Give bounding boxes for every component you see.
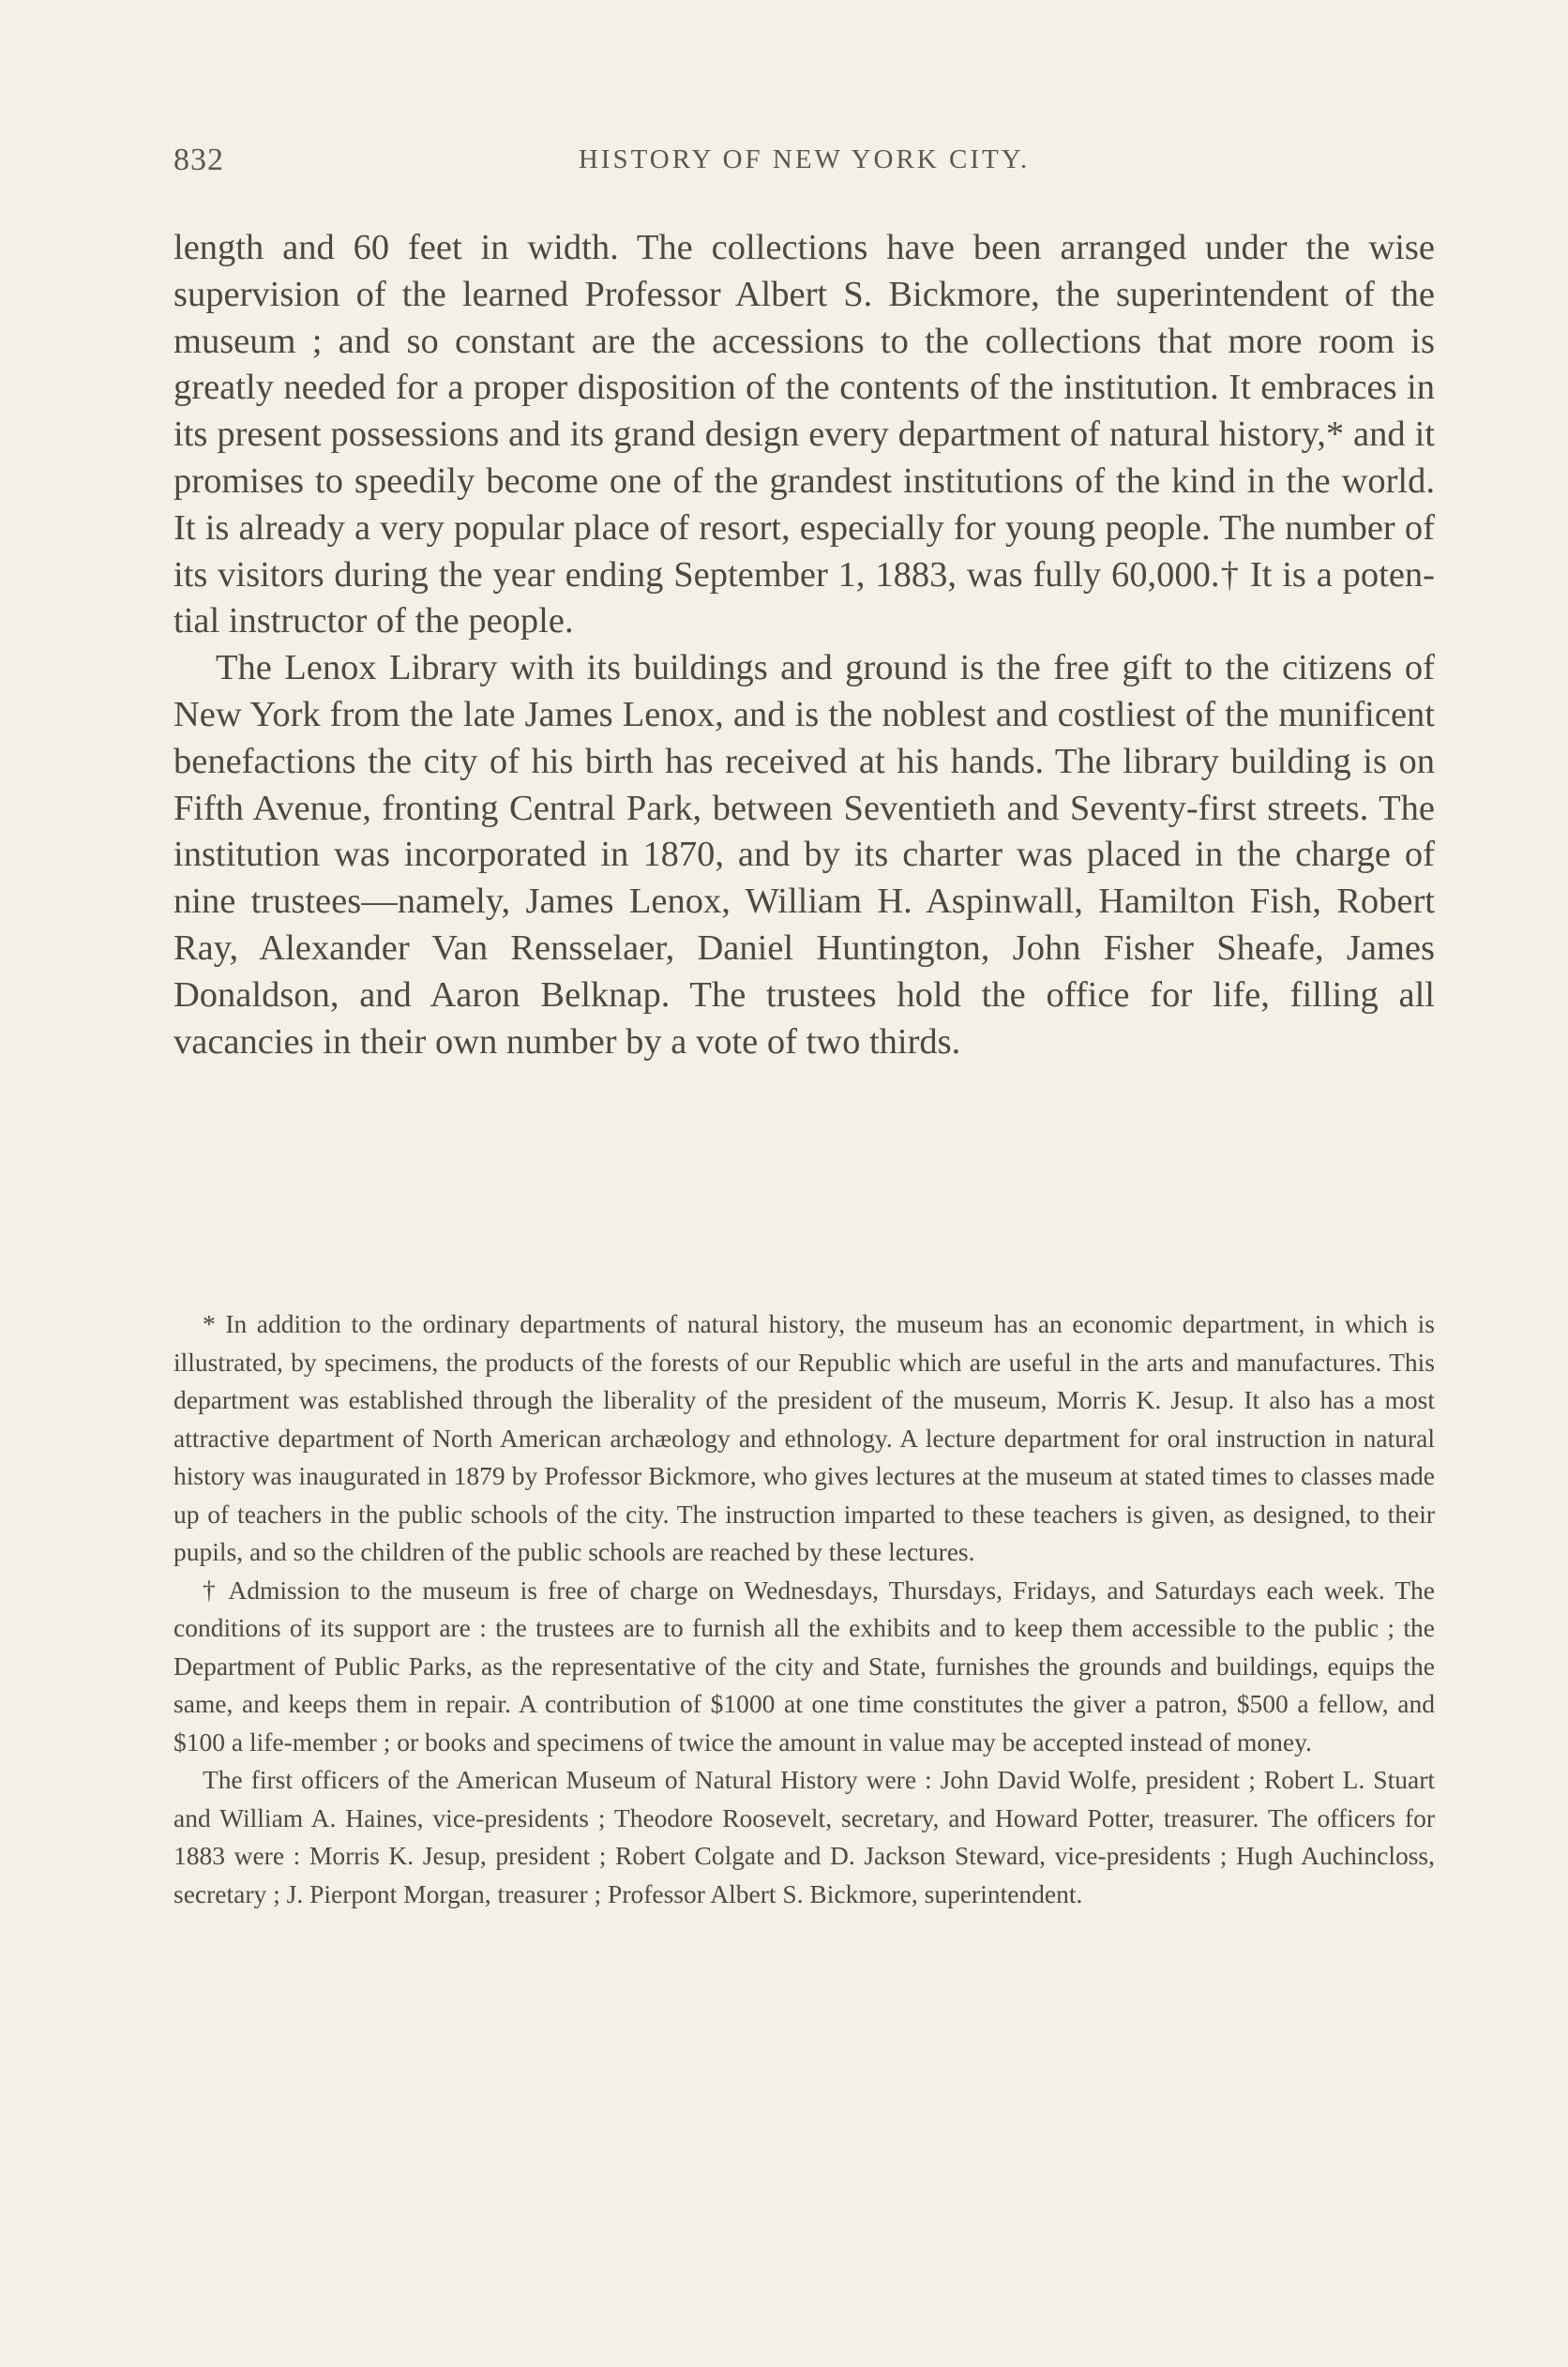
main-text <box>173 225 1435 1065</box>
body-paragraph: The Lenox Library with its buildings and ground is the free gift to the citizens of New York from the late James Lenox, and is the noblest and costliest of the munificent benefactions the city of his birth has received at his hands. The library building is on Fifth Avenue, fronting Central Park, between Seventieth and Seventy-first streets. The institution was incorporated in 1870, and by its charter was placed in the charge of nine trustees—namely, James Lenox, William H. Aspinwall, Hamilton Fish, Robert Ray, Alexander Van Rensselaer, Daniel Huntington, John Fisher Sheafe, James Donaldson, and Aaron Belknap. The trustees hold the office for life, filling all vacancies in their own number by a vote of two thirds. <box>173 648 1435 1062</box>
footnote-asterisk: * In addition to the ordinary departments of natural history, the museum has an economic department, in which is illustrated, by specimens, the products of the forests of our Republic which are useful in the arts and manufactures. This department was established through the liberality of the president of the museum, Morris K. Jesup. It also has a most attractive department of North American archæology and ethnology. A lecture department for oral instruction in natural history was inaugurated in 1879 by Professor Bickmore, who gives lectures at the museum at stated times to classes made up of teachers in the public schools of the city. The instruction imparted to these teachers is given, as designed, to their pupils, and so the children of the public schools are reached by these lectures. <box>173 1309 1435 1566</box>
body-paragraph: length and 60 feet in width. The collections have been arranged under the wise supervision of the learned Professor Albert S. Bickmore, the superintendent of the museum ; and so constant are the accessions to the collections that more room is greatly needed for a proper disposition of the contents of the institution. It embraces in its present possessions and its grand design every department of natural history,* and it promises to speedily become one of the grandest institutions of the kind in the world. It is already a very popular place of resort, especially for young people. The number of its visitors during the year ending September 1, 1883, was fully 60,000.† It is a potential instructor of the people. <box>173 228 1435 641</box>
footnotes <box>173 1305 1435 1913</box>
page-header <box>173 143 1435 188</box>
page-number: 832 <box>173 143 224 177</box>
footnote-dagger: † Admission to the museum is free of charge on Wednesdays, Thursdays, Fridays, and Saturdays each week. The conditions of its support are : the trustees are to furnish all the exhibits and to keep them accessible to the public ; the Department of Public Parks, as the representative of the city and State, furnishes the grounds and buildings, equips the same, and keeps them in repair. A contribution of $1000 at one time constitutes the giver a patron, $500 a fellow, and $100 a life-member ; or books and specimens of twice the amount in value may be accepted instead of money. <box>173 1575 1435 1756</box>
footnote-continuation: The first officers of the American Museum of Natural History were : John David Wolfe, president ; Robert L. Stuart and William A. Haines, vice-presidents ; Theodore Roosevelt, secretary, and Howard Potter, treasurer. The officers for 1883 were : Morris K. Jesup, president ; Robert Colgate and D. Jackson Steward, vice-presidents ; Hugh Auchincloss, secretary ; J. Pierpont Morgan, treasurer ; Professor Albert S. Bickmore, superintendent. <box>173 1765 1435 1908</box>
running-head: HISTORY OF NEW YORK CITY. <box>578 144 1031 174</box>
